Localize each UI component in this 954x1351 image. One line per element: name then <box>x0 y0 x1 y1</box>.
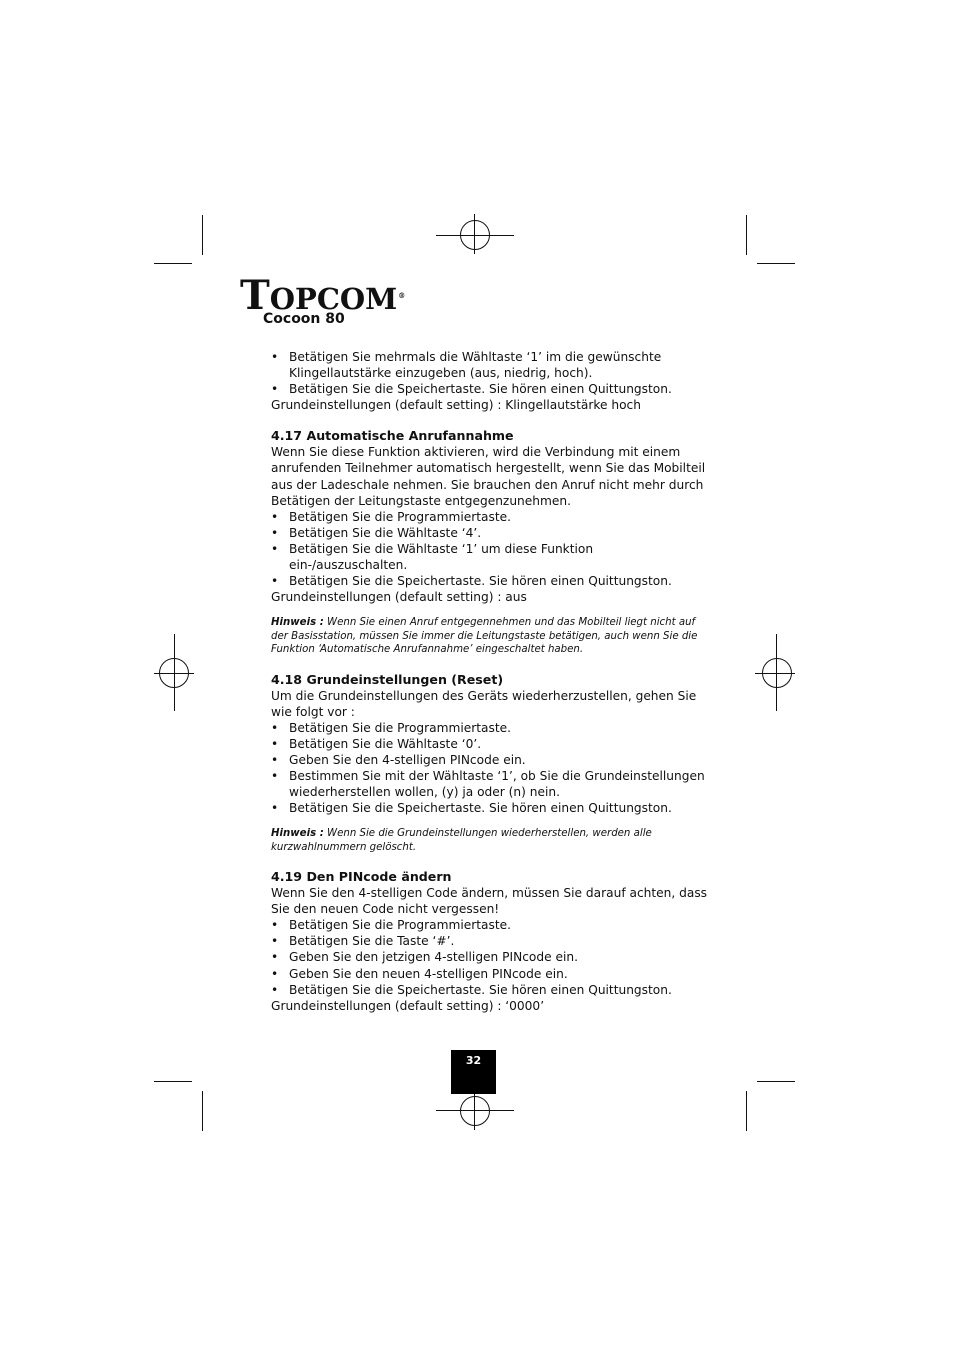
list-item: • Betätigen Sie die Programmiertaste. <box>271 509 711 525</box>
list-item: • Betätigen Sie die Wähltaste ‘1’ um diese Funktion ein-/auszuschalten. <box>271 541 711 573</box>
crop-mark <box>202 215 203 255</box>
list-item: • Geben Sie den neuen 4-stelligen PINcode ein. <box>271 966 711 982</box>
note-label: Hinweis : <box>271 617 324 629</box>
list-item: • Betätigen Sie die Programmiertaste. <box>271 720 711 736</box>
list-item: • Betätigen Sie die Speichertaste. Sie hören einen Quittungston. <box>271 573 711 589</box>
paragraph: Wenn Sie diese Funktion aktivieren, wird die Verbindung mit einem anrufenden Teilnehmer automatisch hergestellt, wenn Sie das Mobilteil aus der Ladeschale nehmen. Sie brauchen den Anruf nicht mehr durch Betätigen der Leitungstaste entgegenzunehmen. <box>271 445 706 508</box>
note-text: Wenn Sie einen Anruf entgegennehmen und das Mobilteil liegt nicht auf der Basisstation, müssen Sie immer die Leitungstaste betätigen, auch wenn Sie die Funktion ‘Automatische Anrufannahme’ eingeschaltet haben. <box>271 617 698 656</box>
bullet-list <box>271 720 711 817</box>
section-heading: 4.17 Automatische Anrufannahme <box>271 428 514 444</box>
note <box>271 827 711 854</box>
bullet-list <box>271 509 711 589</box>
list-item: • Betätigen Sie die Speichertaste. Sie hören einen Quittungston. <box>271 982 711 998</box>
model-name: Cocoon 80 <box>263 311 345 327</box>
section-heading: 4.19 Den PINcode ändern <box>271 869 452 885</box>
paragraph: Wenn Sie den 4-stelligen Code ändern, müssen Sie darauf achten, dass Sie den neuen Code nicht vergessen! <box>271 886 708 917</box>
note-text: Wenn Sie die Grundeinstellungen wiederherstellen, werden alle kurzwahlnummern gelöscht. <box>271 828 652 853</box>
default-setting: Grundeinstellungen (default setting) : Klingellautstärke hoch <box>271 398 641 413</box>
crop-mark <box>154 263 192 264</box>
list-item: • Betätigen Sie die Speichertaste. Sie hören einen Quittungston. <box>271 800 711 816</box>
page-number: 32 <box>451 1050 496 1094</box>
list-item: • Bestimmen Sie mit der Wähltaste ‘1’, ob Sie die Grundeinstellungen wiederherstellen wollen, (y) ja oder (n) nein. <box>271 768 711 800</box>
crop-mark <box>202 1091 203 1131</box>
default-setting: Grundeinstellungen (default setting) : aus <box>271 590 527 605</box>
default-setting: Grundeinstellungen (default setting) : ‘0000’ <box>271 998 545 1013</box>
crop-mark <box>154 1081 192 1082</box>
bullet-list <box>271 349 711 397</box>
list-item: • Betätigen Sie die Programmiertaste. <box>271 917 711 933</box>
list-item: • Geben Sie den jetzigen 4-stelligen PINcode ein. <box>271 949 711 965</box>
page-content <box>271 349 711 1014</box>
paragraph: Um die Grundeinstellungen des Geräts wiederherzustellen, gehen Sie wie folgt vor : <box>271 688 697 719</box>
brand-logo: TOPCOM® <box>240 272 406 319</box>
crop-mark <box>757 263 795 264</box>
crop-mark <box>746 1091 747 1131</box>
list-item: • Geben Sie den 4-stelligen PINcode ein. <box>271 752 711 768</box>
bullet-list <box>271 917 711 997</box>
list-item: • Betätigen Sie die Taste ‘#’. <box>271 933 711 949</box>
list-item: • Betätigen Sie die Wähltaste ‘0’. <box>271 736 711 752</box>
section-heading: 4.18 Grundeinstellungen (Reset) <box>271 671 504 687</box>
note <box>271 616 711 656</box>
list-item: • Betätigen Sie die Wähltaste ‘4’. <box>271 525 711 541</box>
note-label: Hinweis : <box>271 828 324 840</box>
list-item: • Betätigen Sie mehrmals die Wähltaste ‘1’ im die gewünschte Klingellautstärke einzugeben (aus, niedrig, hoch). <box>271 349 711 381</box>
crop-mark <box>757 1081 795 1082</box>
list-item: • Betätigen Sie die Speichertaste. Sie hören einen Quittungston. <box>271 381 711 397</box>
crop-mark <box>746 215 747 255</box>
